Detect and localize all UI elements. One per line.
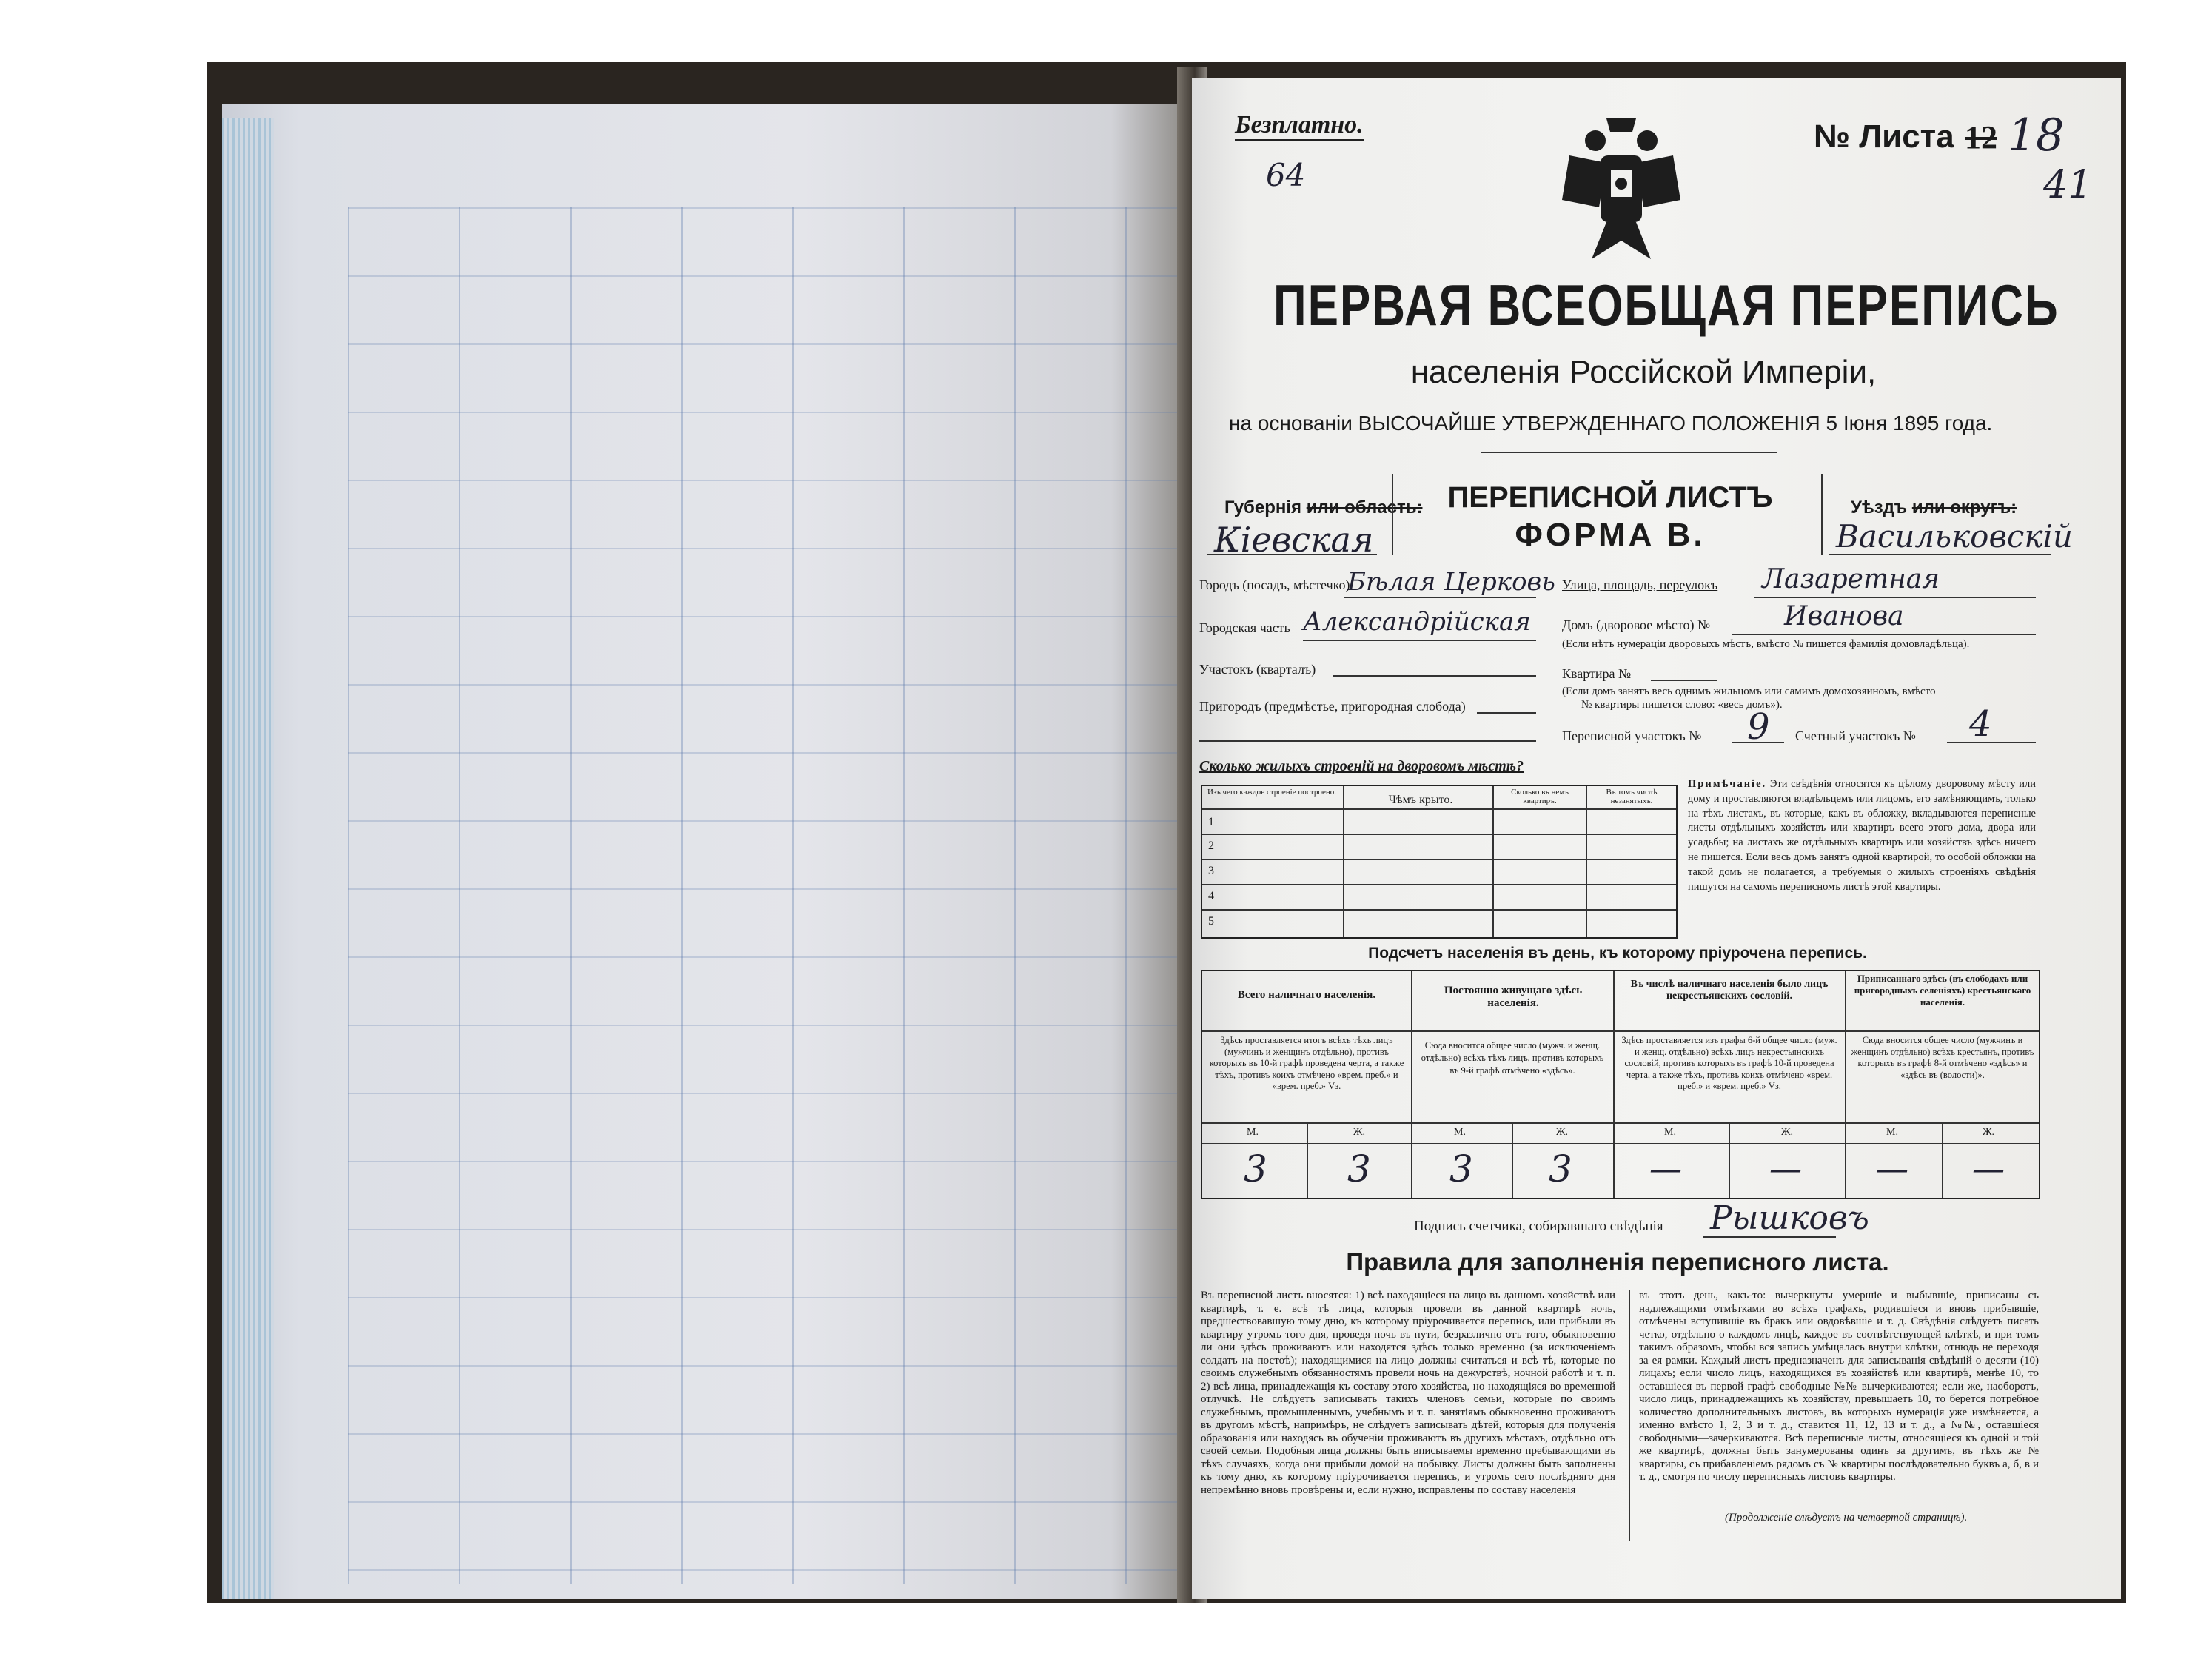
tally-mf-split bbox=[1307, 1122, 1308, 1198]
top-right-note: 41 bbox=[2043, 163, 2093, 207]
tally-f-label: Ж. bbox=[1983, 1127, 1995, 1138]
district-value: Александрійская bbox=[1303, 607, 1531, 637]
uezd-label-struck: или округъ: bbox=[1911, 497, 2017, 517]
rules-right-column: въ этотъ день, какъ-то: вычеркнуты умершіе и выбывшіе, приписаны съ надлежащими отмѣтками во всѣхъ графахъ, родившіеся и вновь прибывшіе, отмѣчены вступившіе въ бракъ или овдовѣвшіе и т. д. Свѣдѣнія слѣдуетъ писать четко, отдѣльно о каждомъ лицѣ, каждое въ соотвѣтствующей клѣткѣ, и при томъ такимъ образомъ, чтобы вся запись умѣщалась внутри клѣтки, отнюдь не переходя за ея рамки. Каждый листъ предназначенъ для записыванія свѣдѣній о десяти (10) лицахъ; если число лицъ, находящихся въ хозяйствѣ или квартирѣ, менѣе 10, то оставшіеся въ первой графѣ свободные №№ вычеркиваются; если же, наоборотъ, число лицъ, принадлежащихъ къ хозяйству, превышаетъ 10, то берется потребное количество дополнительныхъ листовъ, въ которыхъ нумерація уже измѣняется, а именно вмѣсто 1, 2, 3 и т. д., ставится 11, 12, 13 и т. д., а №№, оставшіеся свободными—зачеркиваются. Всѣ переписные листы, относящіеся къ одной и той же квартирѣ, должны быть занумерованы одинъ за другимъ, въ тѣхъ же № квартиры, съ прибавленіемъ рядомъ съ № квартиры послѣдовательно буквъ а, б, в и т. д., смотря по числу переписныхъ листовъ квартиры. bbox=[1639, 1290, 2039, 1483]
buildings-note-title: Примѣчаніе. bbox=[1688, 778, 1767, 790]
city-line bbox=[1344, 597, 1536, 598]
rules-heading: Правила для заполненія переписного листа. bbox=[1346, 1248, 1889, 1276]
suburb-line bbox=[1477, 712, 1536, 714]
margin-number: 64 bbox=[1266, 157, 1306, 193]
buildings-note-text: Эти свѣдѣнія относятся къ цѣлому дворовому мѣсту или дому и проставляются владѣльцемъ или лицомъ, его замѣняющимъ, только на тѣхъ листахъ, въ которые, какъ въ обложку, вкладываются переписные листы отдѣльныхъ хозяйствъ или квартиръ всего этого дома, двора или усадьбы; на листахъ же отдѣльныхъ квартиръ или хозяйствъ здѣсь ничего не пишется. Если весь домъ занятъ одной квартирой, то особой обложки на такой домъ не полагается, а требуемыя о жилыхъ строеніяхъ свѣдѣнія пишутся на самомъ переписномъ листѣ этой квартиры. bbox=[1688, 778, 2036, 893]
street-label: Улица, площадь, переулокъ bbox=[1562, 577, 1718, 592]
tally-peasant-male: — bbox=[1876, 1150, 1908, 1188]
street-value: Лазаретная bbox=[1762, 564, 1940, 594]
form-heading: ПЕРЕПИСНОЙ ЛИСТЪ bbox=[1447, 481, 1773, 514]
tally-mf-split bbox=[1729, 1122, 1730, 1198]
buildings-col-material: Изъ чего каждое строеніе построено. bbox=[1207, 788, 1337, 797]
form-header-divider-left bbox=[1392, 474, 1393, 555]
tally-table bbox=[1201, 970, 2040, 1199]
precinct-label: Участокъ (кварталъ) bbox=[1199, 662, 1316, 677]
subtitle: населенія Россійской Имперіи, bbox=[1410, 354, 1877, 390]
buildings-row-2: 2 bbox=[1208, 839, 1214, 852]
district-line bbox=[1303, 640, 1536, 641]
uezd-line bbox=[1829, 554, 2051, 555]
buildings-col-apartments: Сколько въ немъ квартиръ. bbox=[1511, 788, 1569, 805]
house-label: Домъ (дворовое мѣсто) № bbox=[1562, 617, 1711, 632]
tally-f-label: Ж. bbox=[1556, 1127, 1569, 1138]
tally-title-total: Всего наличнаго населенія. bbox=[1237, 989, 1376, 1001]
tally-heading: Подсчетъ населенія въ день, къ которому пріурочена перепись. bbox=[1368, 945, 1867, 962]
suburb-label: Пригородъ (предмѣстье, пригородная слобода) bbox=[1199, 699, 1466, 714]
census-area-value: 9 bbox=[1747, 706, 1770, 748]
apartment-note-1: (Если домъ занятъ весь однимъ жильцомъ или самимъ домохозяиномъ, вмѣсто bbox=[1562, 686, 1936, 697]
buildings-row-rule bbox=[1202, 834, 1676, 835]
census-area-line bbox=[1732, 742, 1784, 743]
tally-col-rule-1 bbox=[1411, 971, 1412, 1198]
tally-desc-peasant: Сюда вносится общее число (мужчинъ и женщинъ отдѣльно) всѣхъ крестьянъ, противъ которыхъ въ графѣ 8-й отмѣчено «здѣсь» и «здѣсь въ (волости)». bbox=[1851, 1035, 2034, 1080]
tally-peasant-female: — bbox=[1972, 1150, 2005, 1188]
title-divider bbox=[1481, 452, 1777, 453]
house-value: Иванова bbox=[1784, 601, 1904, 631]
buildings-row-3: 3 bbox=[1208, 865, 1214, 877]
signature-label: Подпись счетчика, собиравшаго свѣдѣнія bbox=[1414, 1219, 1663, 1234]
tally-permanent-female: 3 bbox=[1549, 1147, 1572, 1190]
main-title: ПЕРВАЯ ВСЕОБЩАЯ ПЕРЕПИСЬ bbox=[1273, 274, 2059, 338]
tally-permanent-male: 3 bbox=[1449, 1147, 1473, 1190]
tally-m-label: М. bbox=[1664, 1127, 1676, 1138]
imperial-eagle-emblem bbox=[1555, 111, 1688, 267]
tally-desc-permanent: Сюда вносится общее число (мужч. и женщ. отдѣльно) всѣхъ тѣхъ лицъ, противъ которыхъ въ 9-й графѣ отмѣчено «здѣсь». bbox=[1421, 1040, 1604, 1076]
city-label: Городъ (посадъ, мѣстечко) bbox=[1199, 577, 1350, 592]
apartment-label: Квартира № bbox=[1562, 666, 1632, 681]
left-page-ruled-grid bbox=[348, 207, 1184, 1584]
basis-line: на основаніи ВЫСОЧАЙШЕ УТВЕРЖДЕННАГО ПОЛОЖЕНІЯ 5 Іюня 1895 года. bbox=[1229, 412, 1993, 435]
buildings-row-4: 4 bbox=[1208, 890, 1214, 902]
signature-line bbox=[1703, 1236, 1836, 1238]
tally-m-label: М. bbox=[1886, 1127, 1898, 1138]
tally-desc-total: Здѣсь проставляется итогъ всѣхъ тѣхъ лицъ (мужчинъ и женщинъ отдѣльно), противъ которыхъ въ 10-й графѣ проведена черта, а также тѣхъ, противъ коихъ отмѣчено «врем. преб.» и «врем. преб.» Vз. bbox=[1209, 1035, 1404, 1091]
tally-mf-rule bbox=[1202, 1143, 2039, 1144]
buildings-row-rule bbox=[1202, 859, 1676, 860]
buildings-col-rule-3 bbox=[1586, 786, 1587, 937]
tally-total-female: 3 bbox=[1347, 1147, 1371, 1190]
tally-total-male: 3 bbox=[1244, 1147, 1267, 1190]
rules-column-divider bbox=[1629, 1290, 1630, 1541]
buildings-header-rule bbox=[1202, 808, 1676, 810]
page-edges bbox=[222, 118, 274, 1599]
form-code: ФОРМА В. bbox=[1515, 517, 1706, 553]
tally-mf-split bbox=[1512, 1122, 1513, 1198]
tally-mf-split bbox=[1942, 1122, 1943, 1198]
buildings-question: Сколько жилыхъ строеній на дворовомъ мѣстѣ? bbox=[1199, 758, 1524, 774]
city-value: Бѣлая Церковь bbox=[1347, 567, 1555, 597]
free-label: Безплатно. bbox=[1235, 111, 1364, 141]
apartment-line bbox=[1651, 680, 1717, 681]
street-line bbox=[1754, 597, 2036, 598]
gubernia-label-text: Губернія bbox=[1224, 497, 1302, 517]
buildings-col-roof: Чѣмъ крыто. bbox=[1388, 794, 1453, 806]
tally-m-label: М. bbox=[1454, 1127, 1466, 1138]
rules-left-column: Въ переписной листъ вносятся: 1) всѣ находящіеся на лицо въ данномъ хозяйствѣ или квартирѣ, т. е. всѣ тѣ лица, которыя провели въ данной квартирѣ ночь, предшествовавшую тому дню, къ которому пріурочивается перепись, или прибыли въ квартиру утромъ того дня, проведя ночь въ пути, безразлично отъ того, обыкновенно ли они здѣсь проживаютъ или находятся здѣсь только временно (за исключеніемъ солдатъ на постоѣ); находящимися на лицо должны считаться и всѣ тѣ, которые по своимъ служебнымъ обязанностямъ провели ночь на дежурствѣ, ночной работѣ и т. п. 2) всѣ лица, принадлежащія къ составу этого хозяйства, но находящіяся во временной отлучкѣ. Не слѣдуетъ записывать такихъ членовъ семьи, которые по своимъ служебнымъ, промышленнымъ, учебнымъ и т. п. занятіямъ обыкновенно проживаютъ въ другомъ мѣстѣ, напримѣръ, не слѣдуетъ записывать дѣтей, которыя для полученія образованія или находясь въ обученіи проживаютъ въ другихъ мѣстахъ, отдѣльно отъ своей семьи. Подобныя лица должны быть вписываемы временно пребывающими въ тѣхъ случаяхъ, когда они прибыли домой на побывку. Листы должны быть заполнены къ тому дню, къ которому пріурочивается перепись, и утромъ сего послѣдняго дня непремѣнно вновь провѣрены и, если нужно, исправлены по составу населенія bbox=[1201, 1290, 1615, 1496]
census-area-label: Переписной участокъ № bbox=[1562, 728, 1702, 743]
sheet-number-written: 18 bbox=[2008, 110, 2065, 161]
tally-nonpeasant-female: — bbox=[1769, 1150, 1802, 1188]
gubernia-value: Кіевская bbox=[1214, 520, 1374, 560]
sheet-number-struck: 12 bbox=[1965, 119, 1997, 155]
buildings-table bbox=[1201, 785, 1678, 939]
tally-f-label: Ж. bbox=[1353, 1127, 1366, 1138]
tally-f-label: Ж. bbox=[1781, 1127, 1794, 1138]
apartment-note-2: № квартиры пишется слово: «весь домъ»). bbox=[1581, 699, 1783, 711]
tally-title-peasant: Приписаннаго здѣсь (въ слободахъ или пригородныхъ селеніяхъ) крестьянскаго населенія. bbox=[1854, 973, 2031, 1008]
buildings-row-5: 5 bbox=[1208, 915, 1214, 928]
buildings-row-rule bbox=[1202, 909, 1676, 911]
tally-desc-nonpeasant: Здѣсь проставляется изъ графы 6-й общее число (муж. и женщ. отдѣльно) всѣхъ лицъ некрестьянскихъ сословій, противъ которыхъ въ графѣ 10-й проведена черта, а также тѣхъ, противъ коихъ отмѣчено «врем. преб.» и «врем. преб.» Vз. bbox=[1621, 1035, 1837, 1091]
buildings-note bbox=[1688, 777, 2036, 894]
uezd-label bbox=[1851, 497, 2017, 518]
count-area-label: Счетный участокъ № bbox=[1795, 728, 1916, 743]
buildings-row-rule bbox=[1202, 884, 1676, 885]
sheet-number-label: № Листа bbox=[1814, 118, 1954, 155]
tally-title-rule bbox=[1202, 1030, 2039, 1032]
buildings-col-rule-1 bbox=[1343, 786, 1344, 937]
rules-continued: (Продолженіе слѣдуетъ на четвертой страницѣ). bbox=[1725, 1512, 1968, 1524]
signature-value: Рышковъ bbox=[1710, 1199, 1869, 1237]
precinct-line bbox=[1333, 675, 1536, 677]
uezd-label-text: Уѣздъ bbox=[1851, 497, 1908, 517]
tally-m-label: М. bbox=[1247, 1127, 1259, 1138]
district-label: Городская часть bbox=[1199, 620, 1290, 635]
buildings-col-vacant: Въ томъ числѣ незанятыхъ. bbox=[1606, 788, 1658, 805]
count-area-line bbox=[1947, 742, 2036, 743]
buildings-row-1: 1 bbox=[1208, 816, 1214, 828]
uezd-value: Васильковскій bbox=[1836, 518, 2073, 554]
tally-col-rule-3 bbox=[1845, 971, 1846, 1198]
tally-title-nonpeasant: Въ числѣ наличнаго населенія было лицъ некрестьянскихъ сословій. bbox=[1630, 979, 1829, 1002]
gubernia-line bbox=[1207, 554, 1377, 555]
tally-nonpeasant-male: — bbox=[1649, 1150, 1682, 1188]
gubernia-label-struck: или область: bbox=[1306, 497, 1423, 517]
tally-col-rule-2 bbox=[1613, 971, 1615, 1198]
buildings-col-rule-2 bbox=[1492, 786, 1494, 937]
tally-title-permanent: Постоянно живущаго здѣсь населенія. bbox=[1444, 985, 1583, 1009]
count-area-value: 4 bbox=[1969, 703, 1992, 745]
form-header-divider-right bbox=[1821, 474, 1823, 555]
tally-desc-rule bbox=[1202, 1122, 2039, 1124]
house-line bbox=[1732, 634, 2036, 635]
house-note: (Если нѣтъ нумераціи дворовыхъ мѣстъ, вмѣсто № пишется фамилія домовладѣльца). bbox=[1562, 638, 1970, 650]
suburb-line-2 bbox=[1199, 740, 1536, 742]
